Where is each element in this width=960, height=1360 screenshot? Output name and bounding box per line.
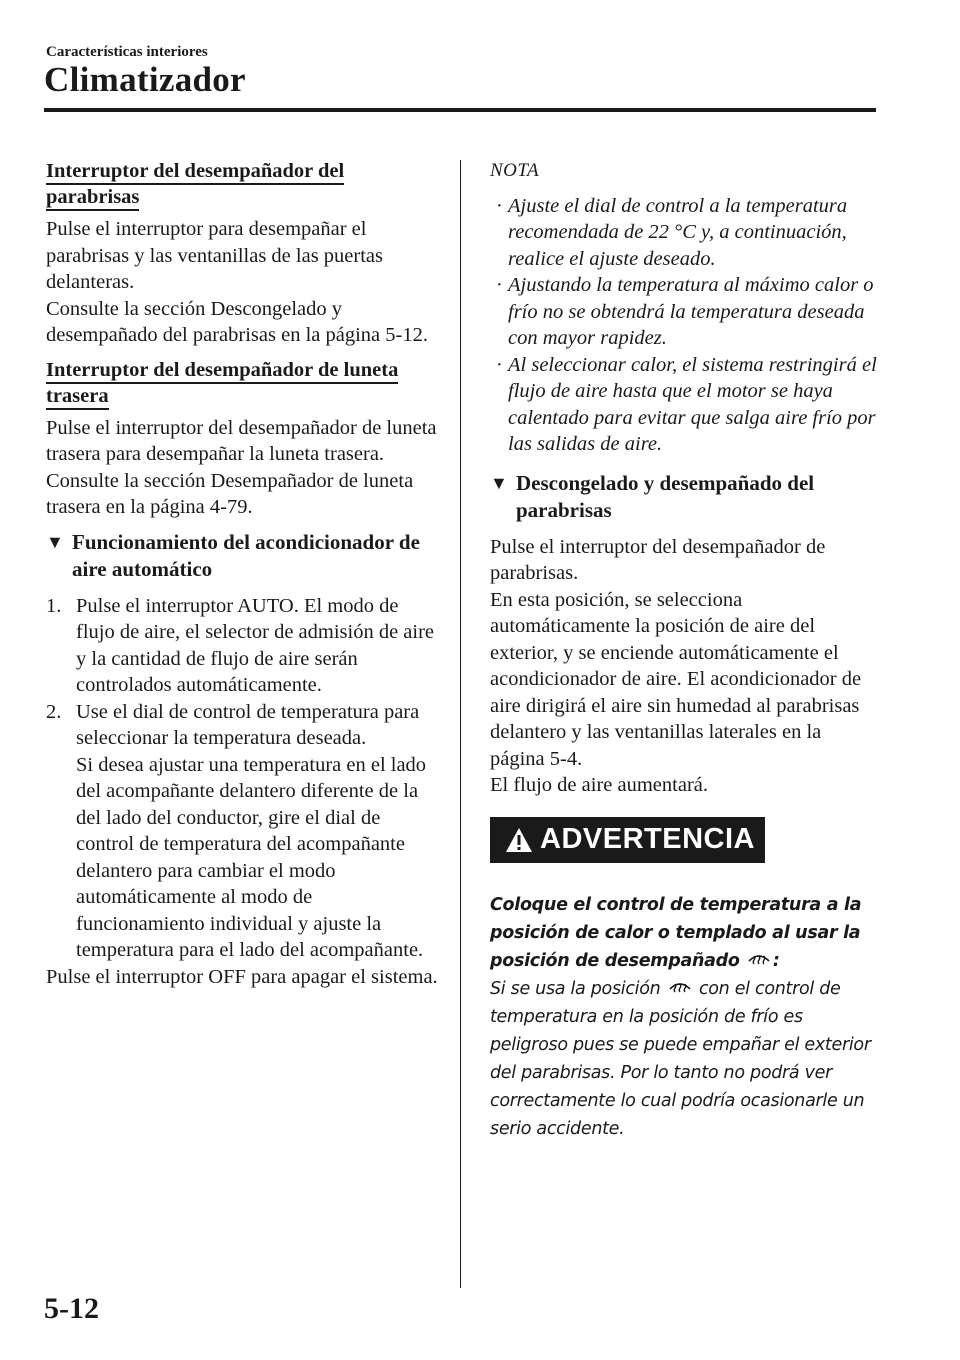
header-section-label: Características interiores <box>46 44 208 60</box>
note-title: NOTA <box>490 160 540 181</box>
windshield-defrost-icon <box>747 949 771 967</box>
paragraph: Consulte la sección Desempañador de luneta trasera en la página 4-79. <box>46 469 414 518</box>
note-item: · Al seleccionar calor, el sistema restringirá el flujo de aire hasta que el motor se haya calentado para evitar que salga aire frío por las salidas de aire. <box>496 353 877 455</box>
paragraph: Pulse el interruptor del desempañador de luneta trasera para desempañar la luneta trasera. <box>46 416 437 465</box>
warning-label: ADVERTENCIA <box>540 823 755 856</box>
list-item: 2. Use el dial de control de temperatura para seleccionar la temperatura deseada. Si desea ajustar una temperatura en el lado del acompañante delantero diferente de la del lado del conductor, gire el dial de control de temperatura del acompañante delantero para cambiar el modo automáticamente al modo de funcionamiento individual y ajuste la temperatura para el lado del acompañante. <box>46 700 427 961</box>
note-item: · Ajustando la temperatura al máximo calor o frío no se obtendrá la temperatura deseada con mayor rapidez. <box>496 274 874 349</box>
paragraph: Pulse el interruptor para desempañar el parabrisas y las ventanillas de las puertas delanteras. <box>46 218 383 293</box>
left-column <box>46 158 438 990</box>
page-title: Climatizador <box>44 60 246 99</box>
subsection-title-auto-ac: ▼ Funcionamiento del acondicionador de aire automático <box>46 529 420 581</box>
page-number: 5-12 <box>44 1292 99 1325</box>
column-divider <box>460 160 461 1288</box>
warning-banner <box>490 817 765 863</box>
paragraph: Pulse el interruptor OFF para apagar el sistema. <box>46 965 438 988</box>
paragraph: Consulte la sección Descongelado y desempañado del parabrisas en la página 5-12. <box>46 297 428 346</box>
paragraph: Pulse el interruptor del desempañador de parabrisas. <box>490 535 826 584</box>
section-triangle-icon: ▼ <box>490 472 508 493</box>
warning-triangle-icon <box>504 826 534 854</box>
paragraph: El flujo de aire aumentará. <box>490 774 708 796</box>
paragraph: En esta posición, se selecciona automáticamente la posición de aire del exterior, y se enciende automáticamente el acondicionador de aire. El acondicionador de aire dirigirá el aire sin humedad al parabrisas delantero y las ventanillas laterales en la página 5-4. <box>490 588 862 770</box>
header-rule <box>44 108 876 112</box>
note-item: · Ajuste el dial de control a la temperatura recomendada de 22 °C y, a continuación, realice el ajuste deseado. <box>496 194 848 270</box>
list-item: 1. Pulse el interruptor AUTO. El modo de flujo de aire, el selector de admisión de aire y la cantidad de flujo de aire serán controlados automáticamente. <box>46 594 435 696</box>
section-title-rear-defogger: Interruptor del desempañador de luneta trasera <box>46 357 438 409</box>
right-column <box>490 158 880 1143</box>
subsection-title-defrost: ▼ Descongelado y desempañado del parabrisas <box>490 470 815 522</box>
section-triangle-icon: ▼ <box>46 531 64 552</box>
windshield-defrost-icon <box>668 977 692 995</box>
numbered-list <box>46 593 438 964</box>
section-title-windshield-defogger: Interruptor del desempañador del parabrisas <box>46 158 438 210</box>
warning-text: Coloque el control de temperatura a la posición de calor o templado al usar la posición de desempañado : Si se usa la posición con el control de temperatura en la posición de frío es peligroso pues se puede empañar el exterior del parabrisas. Por lo tanto no podrá ver correctamente lo cual podría ocasionarle un serio accidente. <box>490 894 871 1139</box>
